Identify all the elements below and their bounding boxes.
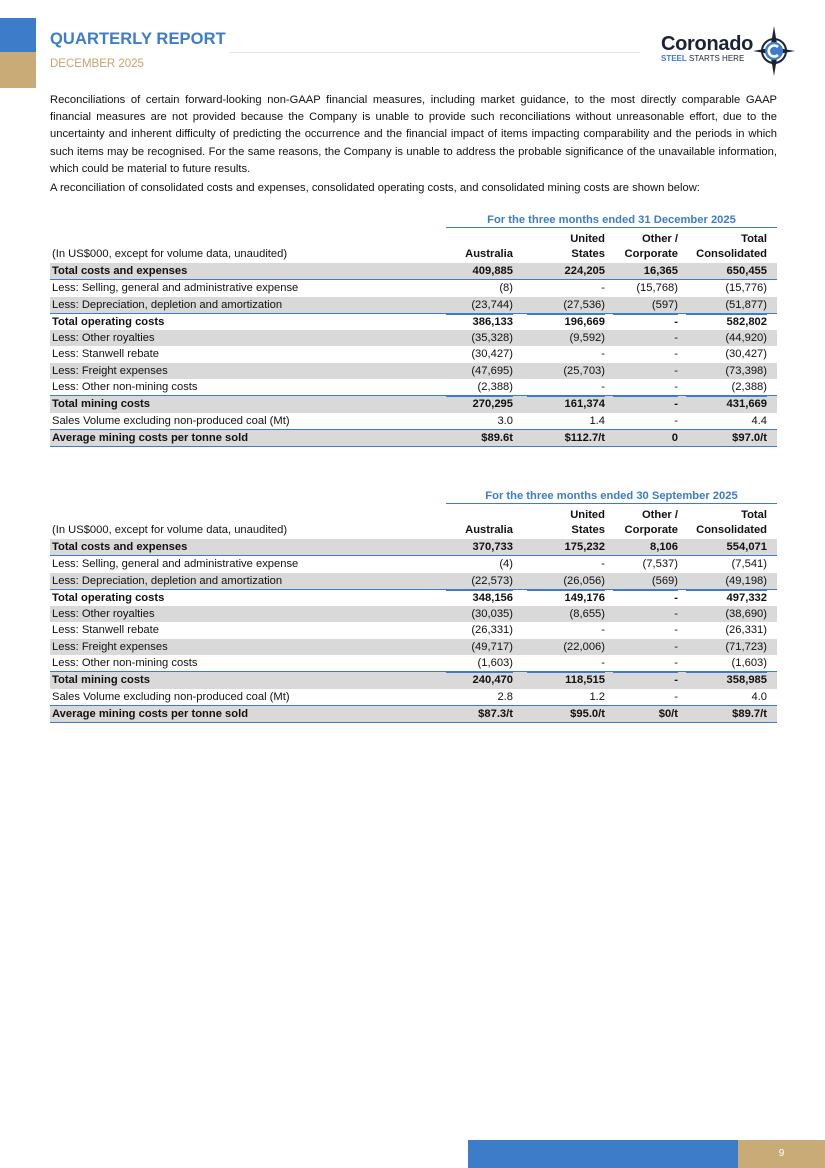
cell-total-consolidated: (1,603) [731, 657, 767, 670]
table-row [50, 606, 777, 622]
column-header-row [50, 503, 777, 539]
cell-united-states: - [601, 348, 605, 361]
cell-other-corporate: - [674, 348, 678, 361]
cell-united-states: 149,176 [527, 590, 605, 606]
col-australia: Australia [465, 248, 513, 260]
row-label: Sales Volume excluding non-produced coal (Mt) [52, 414, 290, 427]
cell-other-corporate: (597) [651, 298, 678, 311]
logo-tagline-rest: STARTS HERE [689, 54, 745, 63]
cell-australia: (30,427) [471, 348, 513, 361]
col-united-states: United States [570, 509, 605, 536]
cell-united-states: - [601, 381, 605, 394]
table-row [50, 280, 777, 296]
report-date: DECEMBER 2025 [50, 58, 144, 70]
cell-other-corporate: - [674, 414, 678, 427]
cell-united-states: - [601, 624, 605, 637]
col-united-states: United States [570, 233, 605, 260]
cell-united-states: (26,056) [563, 574, 605, 587]
cell-united-states: (8,655) [569, 608, 605, 621]
row-label: Total costs and expenses [52, 265, 188, 277]
cell-other-corporate: (15,768) [636, 282, 678, 295]
table-row [50, 396, 777, 412]
table-row [50, 590, 777, 606]
cell-other-corporate: - [674, 657, 678, 670]
cell-australia: (35,328) [471, 332, 513, 345]
cell-other-corporate: - [674, 690, 678, 703]
cell-united-states: $112.7/t [564, 431, 605, 444]
cell-australia: (47,695) [471, 364, 513, 377]
table-row [50, 297, 777, 314]
table-row [50, 672, 777, 688]
col-total-consolidated: Total Consolidated [696, 233, 767, 260]
row-label: Less: Selling, general and administrative expense [52, 282, 299, 295]
row-label: Less: Other non-mining costs [52, 381, 198, 394]
cell-australia: (22,573) [471, 574, 513, 587]
cell-total-consolidated: (49,198) [725, 574, 767, 587]
cell-australia: 270,295 [446, 396, 513, 412]
row-label: Average mining costs per tonne sold [52, 707, 249, 720]
units-note: (In US$000, except for volume data, unaudited) [52, 248, 288, 260]
row-label: Total operating costs [52, 315, 165, 328]
cell-other-corporate: 0 [671, 431, 678, 444]
cell-other-corporate: - [613, 590, 678, 606]
cell-total-consolidated: (73,398) [725, 364, 767, 377]
row-label: Total mining costs [52, 674, 150, 687]
row-label: Less: Stanwell rebate [52, 624, 159, 637]
cell-australia: (23,744) [471, 298, 513, 311]
logo-tagline [661, 54, 744, 63]
cell-united-states: 196,669 [527, 314, 605, 330]
table-row [50, 689, 777, 706]
cell-total-consolidated: (71,723) [725, 640, 767, 653]
header-gold-block [0, 52, 36, 88]
cell-total-consolidated: 650,455 [726, 265, 767, 277]
row-label: Less: Other non-mining costs [52, 657, 198, 670]
cell-united-states: (22,006) [563, 640, 605, 653]
cell-australia: 2.8 [497, 690, 513, 703]
col-australia: Australia [465, 524, 513, 536]
cell-australia: (8) [499, 282, 513, 295]
compass-icon [753, 26, 795, 76]
cell-australia: 370,733 [472, 541, 513, 553]
intro-paragraph: Reconciliations of certain forward-looking non-GAAP financial measures, including market guidance, to the most directly comparable GAAP financial measures are not provided because the Company is unable to provide such reconciliations without unreasonable effort, due to the uncertainty and inherent difficulty of predicting the occurrence and the financial impact of items impacting comparability and the periods in which such items may be recognised. For the same reasons, the Company is unable to address the probable significance of the unavailable information, which could be material to future results. [50, 94, 777, 175]
cell-other-corporate: (569) [651, 574, 678, 587]
table-row [50, 363, 777, 379]
cell-other-corporate: - [613, 672, 678, 688]
row-label: Total mining costs [52, 398, 150, 411]
cell-other-corporate: - [674, 364, 678, 377]
row-label: Less: Other royalties [52, 608, 155, 621]
row-label: Less: Freight expenses [52, 640, 168, 653]
row-label: Total costs and expenses [52, 541, 188, 553]
table-row [50, 314, 777, 330]
cell-australia: 3.0 [497, 414, 513, 427]
table-row [50, 556, 777, 572]
cell-australia: 240,470 [446, 672, 513, 688]
cell-total-consolidated: (2,388) [731, 381, 767, 394]
cell-total-consolidated: 358,985 [686, 672, 767, 688]
cell-united-states: - [601, 657, 605, 670]
table-body [50, 539, 777, 723]
cell-other-corporate: - [674, 640, 678, 653]
period-heading: For the three months ended 31 December 2025 [487, 214, 736, 226]
cell-other-corporate: - [674, 608, 678, 621]
cell-australia: (4) [499, 558, 513, 571]
cell-australia: 348,156 [446, 590, 513, 606]
cell-australia: 409,885 [472, 265, 513, 277]
row-label: Sales Volume excluding non-produced coal (Mt) [52, 690, 290, 703]
table-row [50, 573, 777, 590]
cell-other-corporate: - [674, 332, 678, 345]
col-other-corporate: Other / Corporate [624, 233, 678, 260]
cell-australia: (49,717) [471, 640, 513, 653]
cell-australia: $87.3/t [478, 707, 513, 720]
reconciliation-table-dec [50, 213, 777, 447]
row-label: Less: Selling, general and administrative expense [52, 558, 299, 571]
cell-total-consolidated: (44,920) [725, 332, 767, 345]
cell-other-corporate: 8,106 [650, 541, 678, 553]
row-label: Less: Other royalties [52, 332, 155, 345]
cell-total-consolidated: 431,669 [686, 396, 767, 412]
row-label: Less: Stanwell rebate [52, 348, 159, 361]
cell-australia: (2,388) [477, 381, 513, 394]
cell-united-states: - [601, 558, 605, 571]
cell-total-consolidated: 4.4 [751, 414, 767, 427]
cell-other-corporate: - [613, 314, 678, 330]
col-other-corporate: Other / Corporate [624, 509, 678, 536]
cell-other-corporate: - [674, 381, 678, 394]
table-row [50, 655, 777, 672]
cell-australia: (26,331) [471, 624, 513, 637]
cell-united-states: 1.4 [589, 414, 605, 427]
table-row [50, 330, 777, 346]
footer-blue-bar [468, 1140, 738, 1168]
cell-australia: (1,603) [477, 657, 513, 670]
row-label: Average mining costs per tonne sold [52, 431, 249, 444]
row-label: Total operating costs [52, 591, 165, 604]
cell-other-corporate: - [613, 396, 678, 412]
table-body [50, 263, 777, 447]
row-label: Less: Depreciation, depletion and amortization [52, 574, 283, 587]
header-divider [230, 52, 640, 53]
cell-united-states: 175,232 [564, 541, 605, 553]
table-row [50, 263, 777, 280]
cell-total-consolidated: $89.7/t [732, 707, 767, 720]
table-row [50, 379, 777, 396]
table-row [50, 706, 777, 723]
cell-australia: $89.6t [481, 431, 513, 444]
table-row [50, 539, 777, 556]
header-blue-block [0, 18, 36, 52]
page-number: 9 [738, 1140, 825, 1168]
row-label: Less: Freight expenses [52, 364, 168, 377]
cell-total-consolidated: (51,877) [725, 298, 767, 311]
table-row [50, 639, 777, 655]
cell-total-consolidated: (15,776) [725, 282, 767, 295]
cell-other-corporate: (7,537) [642, 558, 678, 571]
row-label: Less: Depreciation, depletion and amortization [52, 298, 283, 311]
table-row [50, 346, 777, 362]
cell-total-consolidated: $97.0/t [732, 431, 767, 444]
table-row [50, 430, 777, 447]
cell-total-consolidated: 4.0 [751, 690, 767, 703]
cell-united-states: $95.0/t [570, 707, 605, 720]
units-note: (In US$000, except for volume data, unaudited) [52, 524, 288, 536]
col-total-consolidated: Total Consolidated [696, 509, 767, 536]
cell-total-consolidated: (38,690) [725, 608, 767, 621]
cell-australia: (30,035) [471, 608, 513, 621]
cell-united-states: (27,536) [563, 298, 605, 311]
table-row [50, 413, 777, 430]
logo-tagline-steel: STEEL [661, 54, 687, 63]
cell-total-consolidated: (7,541) [731, 558, 767, 571]
cell-other-corporate: - [674, 624, 678, 637]
cell-united-states: - [601, 282, 605, 295]
report-title: QUARTERLY REPORT [50, 30, 226, 48]
cell-united-states: 118,515 [527, 672, 605, 688]
cell-total-consolidated: 497,332 [686, 590, 767, 606]
company-logo [658, 26, 798, 78]
cell-total-consolidated: (26,331) [725, 624, 767, 637]
cell-united-states: 161,374 [527, 396, 605, 412]
cell-total-consolidated: 554,071 [726, 541, 767, 553]
cell-united-states: 1.2 [589, 690, 605, 703]
table-row [50, 622, 777, 638]
period-heading: For the three months ended 30 September 2025 [485, 490, 738, 502]
logo-wordmark: Coronado [661, 33, 754, 55]
cell-total-consolidated: (30,427) [725, 348, 767, 361]
cell-united-states: 224,205 [564, 265, 605, 277]
cell-united-states: (25,703) [563, 364, 605, 377]
cell-australia: 386,133 [446, 314, 513, 330]
cell-united-states: (9,592) [569, 332, 605, 345]
column-header-row [50, 227, 777, 263]
cell-other-corporate: $0/t [658, 707, 678, 720]
reconciliation-table-sep [50, 489, 777, 723]
cell-other-corporate: 16,365 [643, 265, 678, 277]
cell-total-consolidated: 582,802 [686, 314, 767, 330]
reconciliation-intro: A reconciliation of consolidated costs and expenses, consolidated operating costs, and consolidated mining costs are shown below: [50, 182, 700, 194]
